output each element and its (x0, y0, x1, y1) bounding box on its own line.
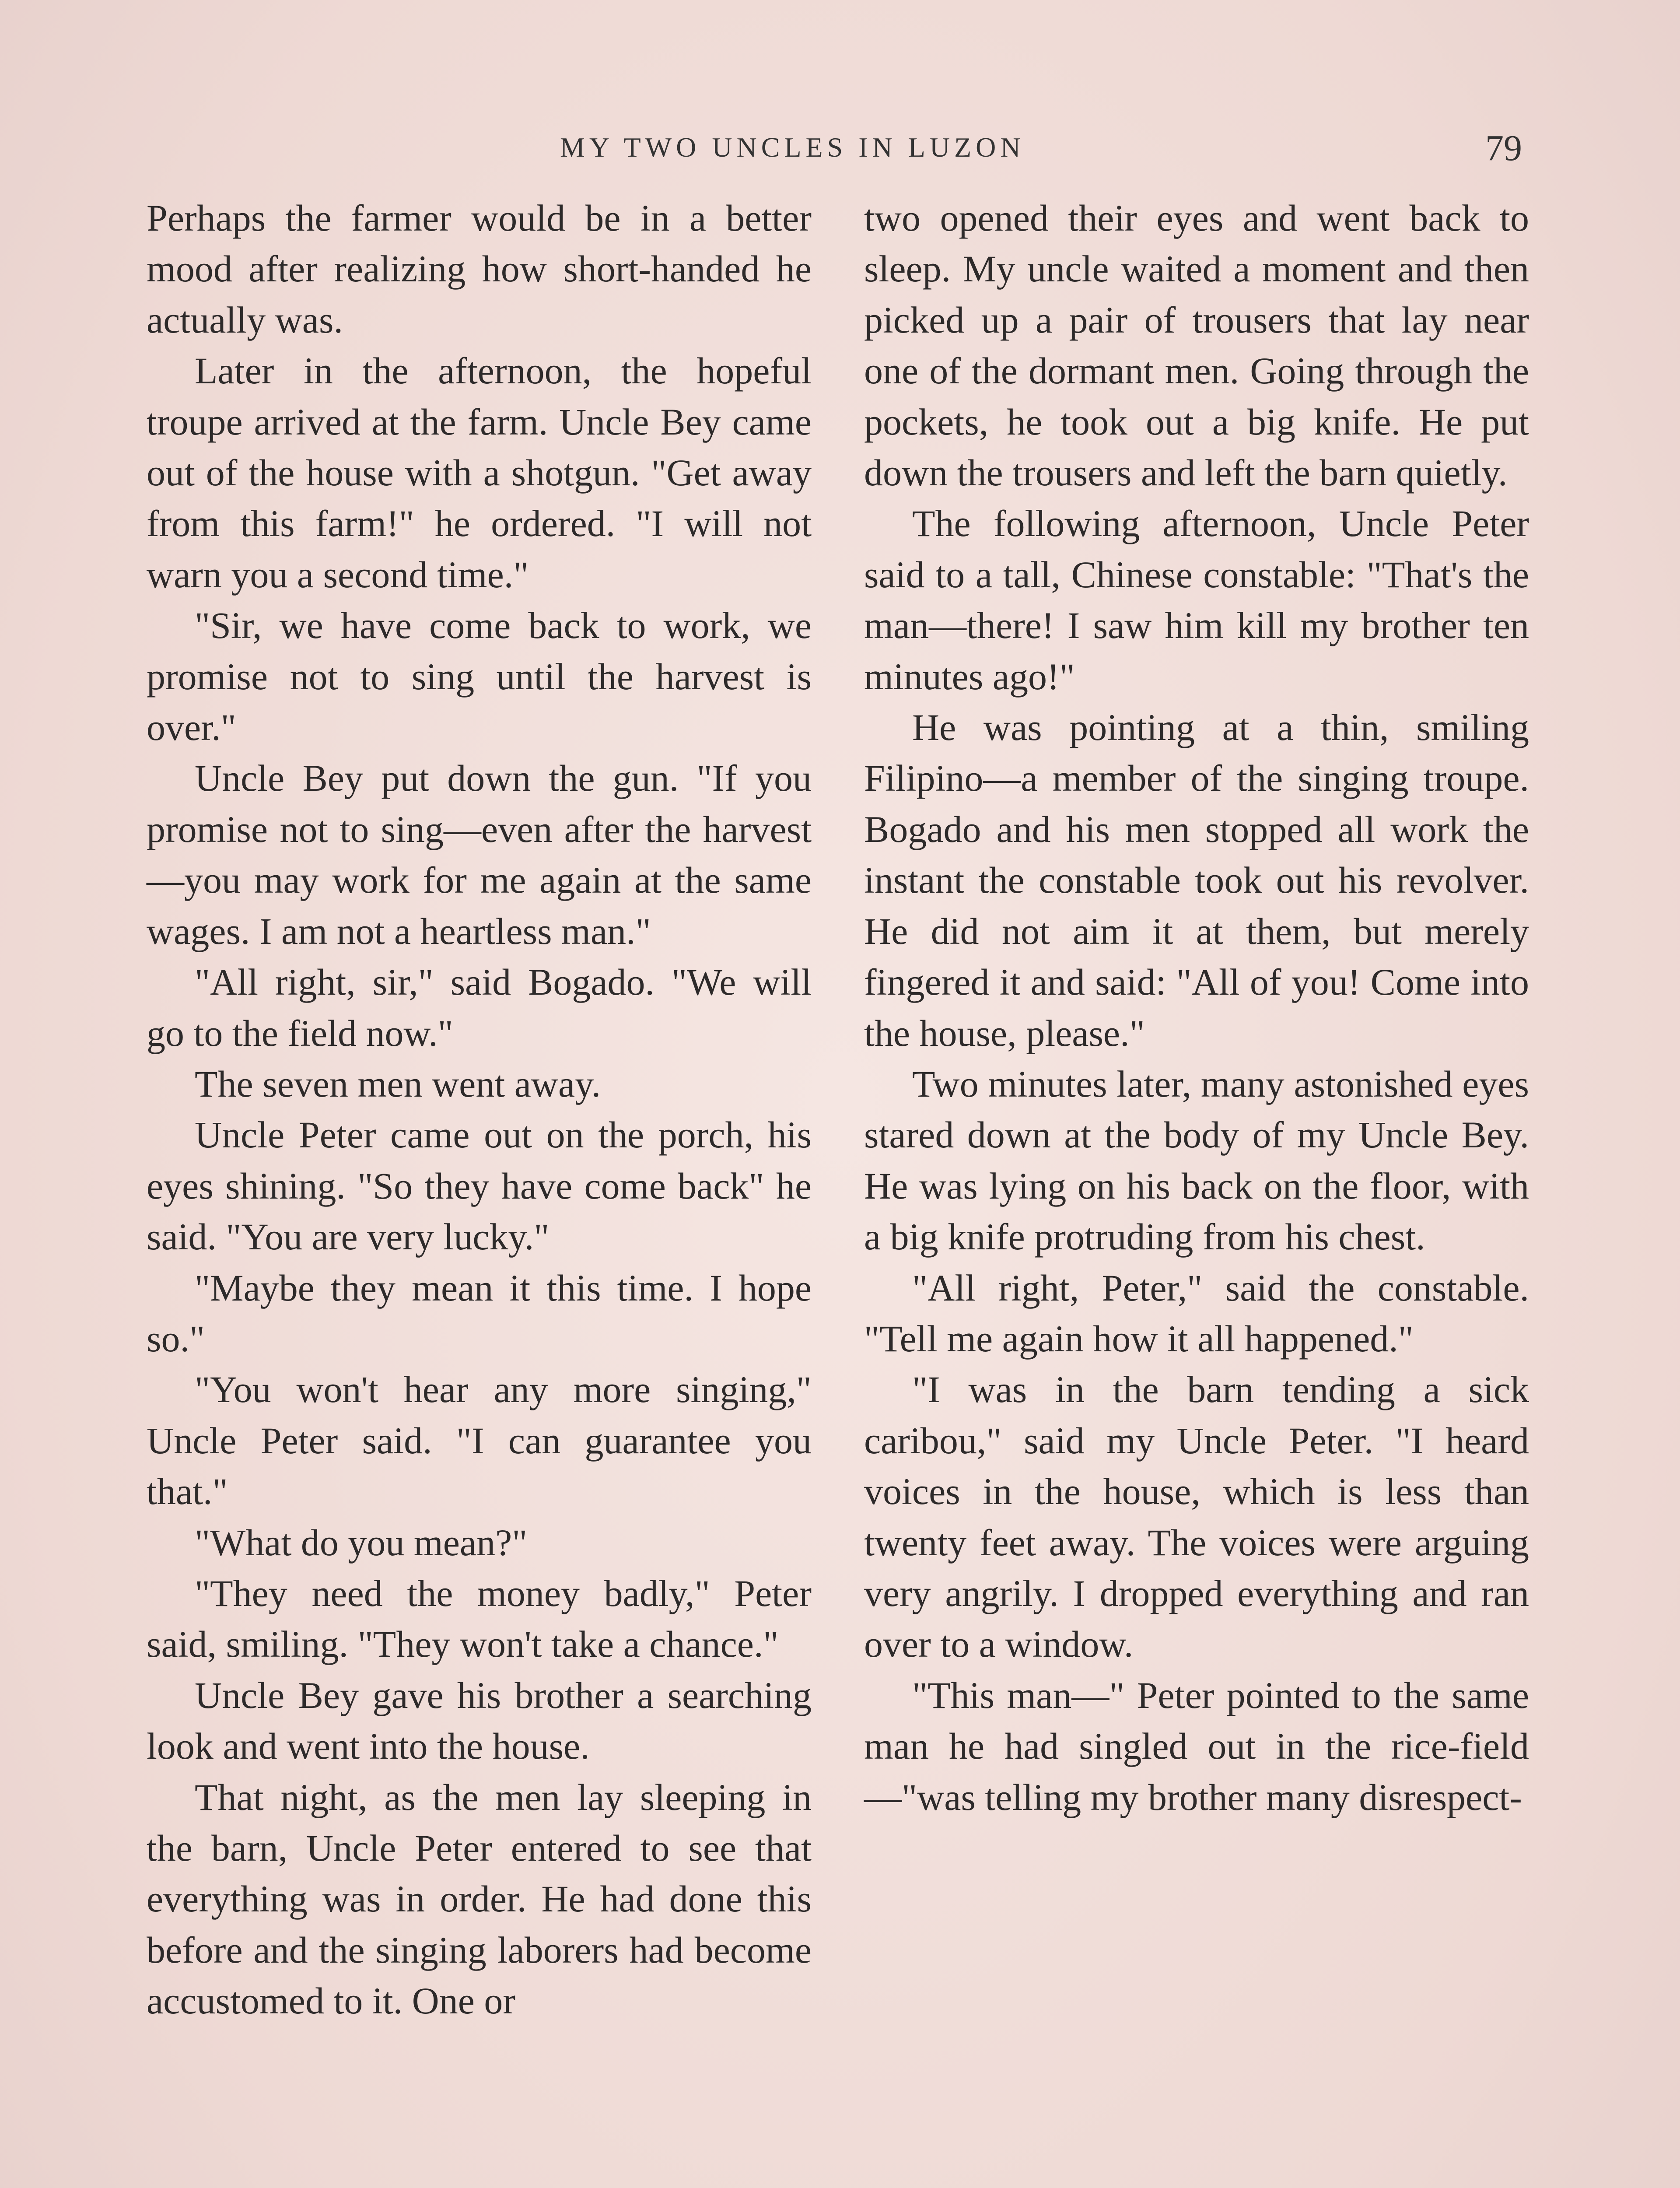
paragraph: "Maybe they mean it this time. I hope so." (147, 1266, 812, 1360)
paragraph: The seven men went away. (195, 1062, 601, 1105)
page-number: 79 (1485, 128, 1522, 168)
right-text-column (864, 193, 1529, 1823)
paragraph: That night, as the men lay sleeping in the barn, Uncle Peter entered to see that everything was in order. He had done this before and the singing laborers had become accustomed to it. One or (147, 1776, 812, 2022)
paragraph: The following afternoon, Uncle Peter said to a tall, Chinese constable: "That's the man—there! I saw him kill my brother ten minutes ago!" (864, 502, 1529, 698)
paragraph: Uncle Bey gave his brother a searching look and went into the house. (147, 1674, 812, 1767)
paragraph: "This man—" Peter pointed to the same man he had singled out in the rice-field—"was telling my brother many disrespect- (864, 1674, 1529, 1818)
running-title: MY TWO UNCLES IN LUZON (560, 132, 1025, 163)
paragraph: Uncle Peter came out on the porch, his eyes shining. "So they have come back" he said. "You are very lucky." (147, 1114, 812, 1258)
left-text-column (147, 193, 812, 2027)
paragraph: "I was in the barn tending a sick caribou," said my Uncle Peter. "I heard voices in the house, which is less than twenty feet away. The voices were arguing very angrily. I dropped everything and ran over to a window. (864, 1368, 1529, 1666)
paragraph: He was pointing at a thin, smiling Filipino—a member of the singing troupe. Bogado and his men stopped all work the instant the constable took out his revolver. He did not aim it at them, but merely fingered it and said: "All of you! Come into the house, please." (864, 706, 1529, 1054)
paragraph: "Sir, we have come back to work, we promise not to sing until the harvest is over." (147, 604, 812, 749)
paragraph: "They need the money badly," Peter said, smiling. "They won't take a chance." (147, 1572, 812, 1666)
paragraph: "What do you mean?" (195, 1521, 528, 1564)
paragraph: "All right, Peter," said the constable. "Tell me again how it all happened." (864, 1266, 1529, 1360)
paragraph: two opened their eyes and went back to sleep. My uncle waited a moment and then picked up a pair of trousers that lay near one of the dormant men. Going through the pockets, he took out a big knife. He put down the trousers and left the barn quietly. (864, 197, 1529, 494)
paragraph: Later in the afternoon, the hopeful troupe arrived at the farm. Uncle Bey came out of the house with a shotgun. "Get away from this farm!" he ordered. "I will not warn you a second time." (147, 350, 812, 596)
paragraph: Two minutes later, many astonished eyes stared down at the body of my Uncle Bey. He was lying on his back on the floor, with a big knife protruding from his chest. (864, 1062, 1529, 1258)
paragraph: Uncle Bey put down the gun. "If you promise not to sing—even after the harvest—you may work for me again at the same wages. I am not a heartless man." (147, 757, 812, 952)
paragraph: "All right, sir," said Bogado. "We will go to the field now." (147, 961, 812, 1054)
paragraph: Perhaps the farmer would be in a better mood after realizing how short-handed he actually was. (147, 197, 812, 341)
paragraph: "You won't hear any more singing," Uncle Peter said. "I can guarantee you that." (147, 1368, 812, 1513)
